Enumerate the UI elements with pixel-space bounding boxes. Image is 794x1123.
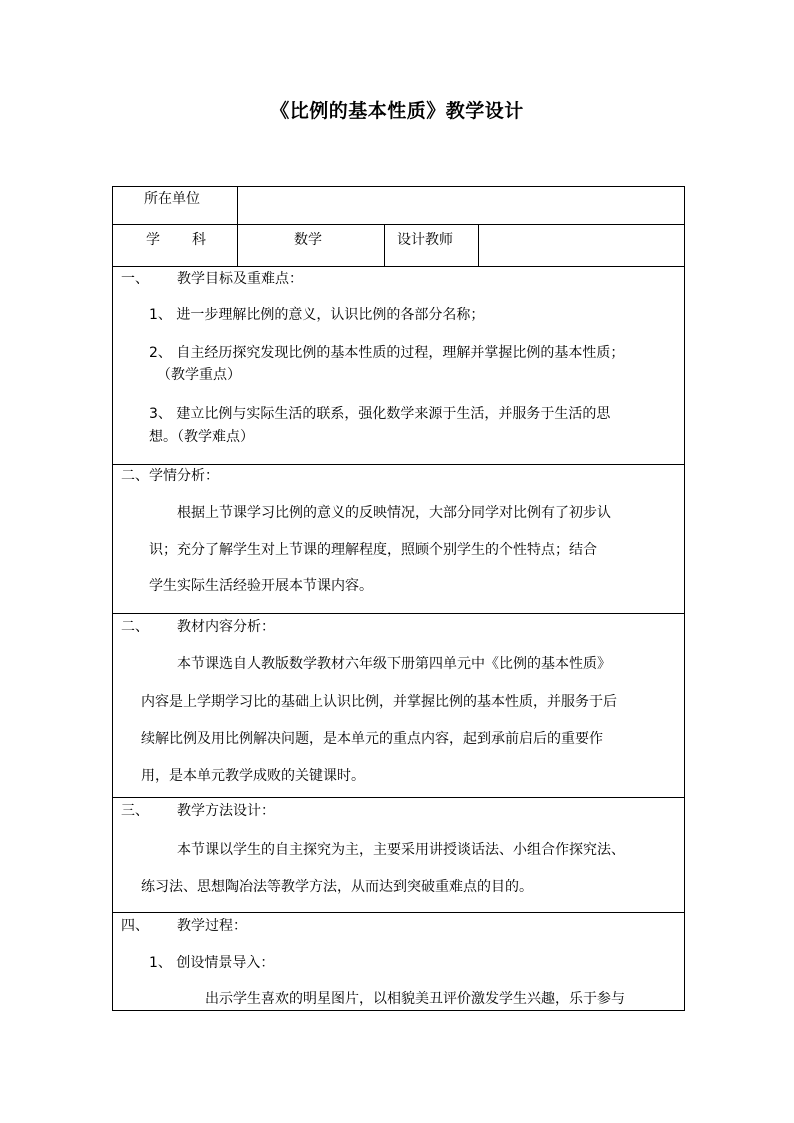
section-heading: 二、学情分析： <box>121 468 219 484</box>
paragraph-line: 用，是本单元教学成败的关键课时。 <box>141 768 365 784</box>
row-divider <box>113 266 684 267</box>
subject-label-char: 学 <box>146 232 160 248</box>
paragraph-line: 续解比例及用比例解决问题，是本单元的重点内容，起到承前启后的重要作 <box>141 731 603 747</box>
paragraph-line: 根据上节课学习比例的意义的反映情况，大部分同学对比例有了初步认 <box>177 505 611 521</box>
section-heading: 教学过程： <box>177 918 247 934</box>
section-number: 三、 <box>121 803 149 819</box>
unit-label: 所在单位 <box>144 191 200 207</box>
paragraph-line: 内容是上学期学习比的基础上认识比例，并掌握比例的基本性质，并服务于后 <box>141 694 617 710</box>
paragraph-line: 2、 自主经历探究发现比例的基本性质的过程，理解并掌握比例的基本性质； <box>149 345 625 361</box>
row-divider <box>113 912 684 913</box>
section-heading: 教学方法设计： <box>177 803 275 819</box>
row-divider <box>113 224 684 225</box>
section-number: 一、 <box>121 271 149 287</box>
subject-value: 数学 <box>294 232 322 248</box>
section-number: 二、 <box>121 619 149 635</box>
paragraph-line: 本节课选自人教版数学教材六年级下册第四单元中《比例的基本性质》 <box>177 656 611 672</box>
section-heading: 教学目标及重难点： <box>177 271 303 287</box>
section-heading: 教材内容分析： <box>177 619 275 635</box>
row-divider <box>113 797 684 798</box>
document-title: 《比例的基本性质》教学设计 <box>270 100 524 122</box>
paragraph-line: 识；充分了解学生对上节课的理解程度，照顾个别学生的个性特点；结合 <box>149 542 597 558</box>
row-divider <box>113 464 684 465</box>
teacher-label: 设计教师 <box>397 232 453 248</box>
paragraph-line: （教学重点） <box>157 367 241 383</box>
paragraph-line: 学生实际生活经验开展本节课内容。 <box>149 578 373 594</box>
paragraph-line: 1、 进一步理解比例的意义，认识比例的各部分名称； <box>149 307 485 323</box>
lesson-plan-table <box>112 186 685 1011</box>
paragraph-line: 1、 创设情景导入： <box>149 955 275 971</box>
paragraph-line: 出示学生喜欢的明星图片，以相貌美丑评价激发学生兴趣，乐于参与 <box>205 991 625 1007</box>
subject-label-char: 科 <box>192 232 206 248</box>
paragraph-line: 练习法、思想陶冶法等教学方法，从而达到突破重难点的目的。 <box>141 879 533 895</box>
section-number: 四、 <box>121 918 149 934</box>
paragraph-line: 想。（教学难点） <box>149 429 254 445</box>
column-divider <box>384 224 385 266</box>
column-divider <box>478 224 479 266</box>
column-divider <box>237 187 238 266</box>
subject-label <box>146 230 206 250</box>
paragraph-line: 3、 建立比例与实际生活的联系，强化数学来源于生活，并服务于生活的思 <box>149 406 611 422</box>
row-divider <box>113 613 684 614</box>
paragraph-line: 本节课以学生的自主探究为主，主要采用讲授谈话法、小组合作探究法、 <box>177 842 625 858</box>
